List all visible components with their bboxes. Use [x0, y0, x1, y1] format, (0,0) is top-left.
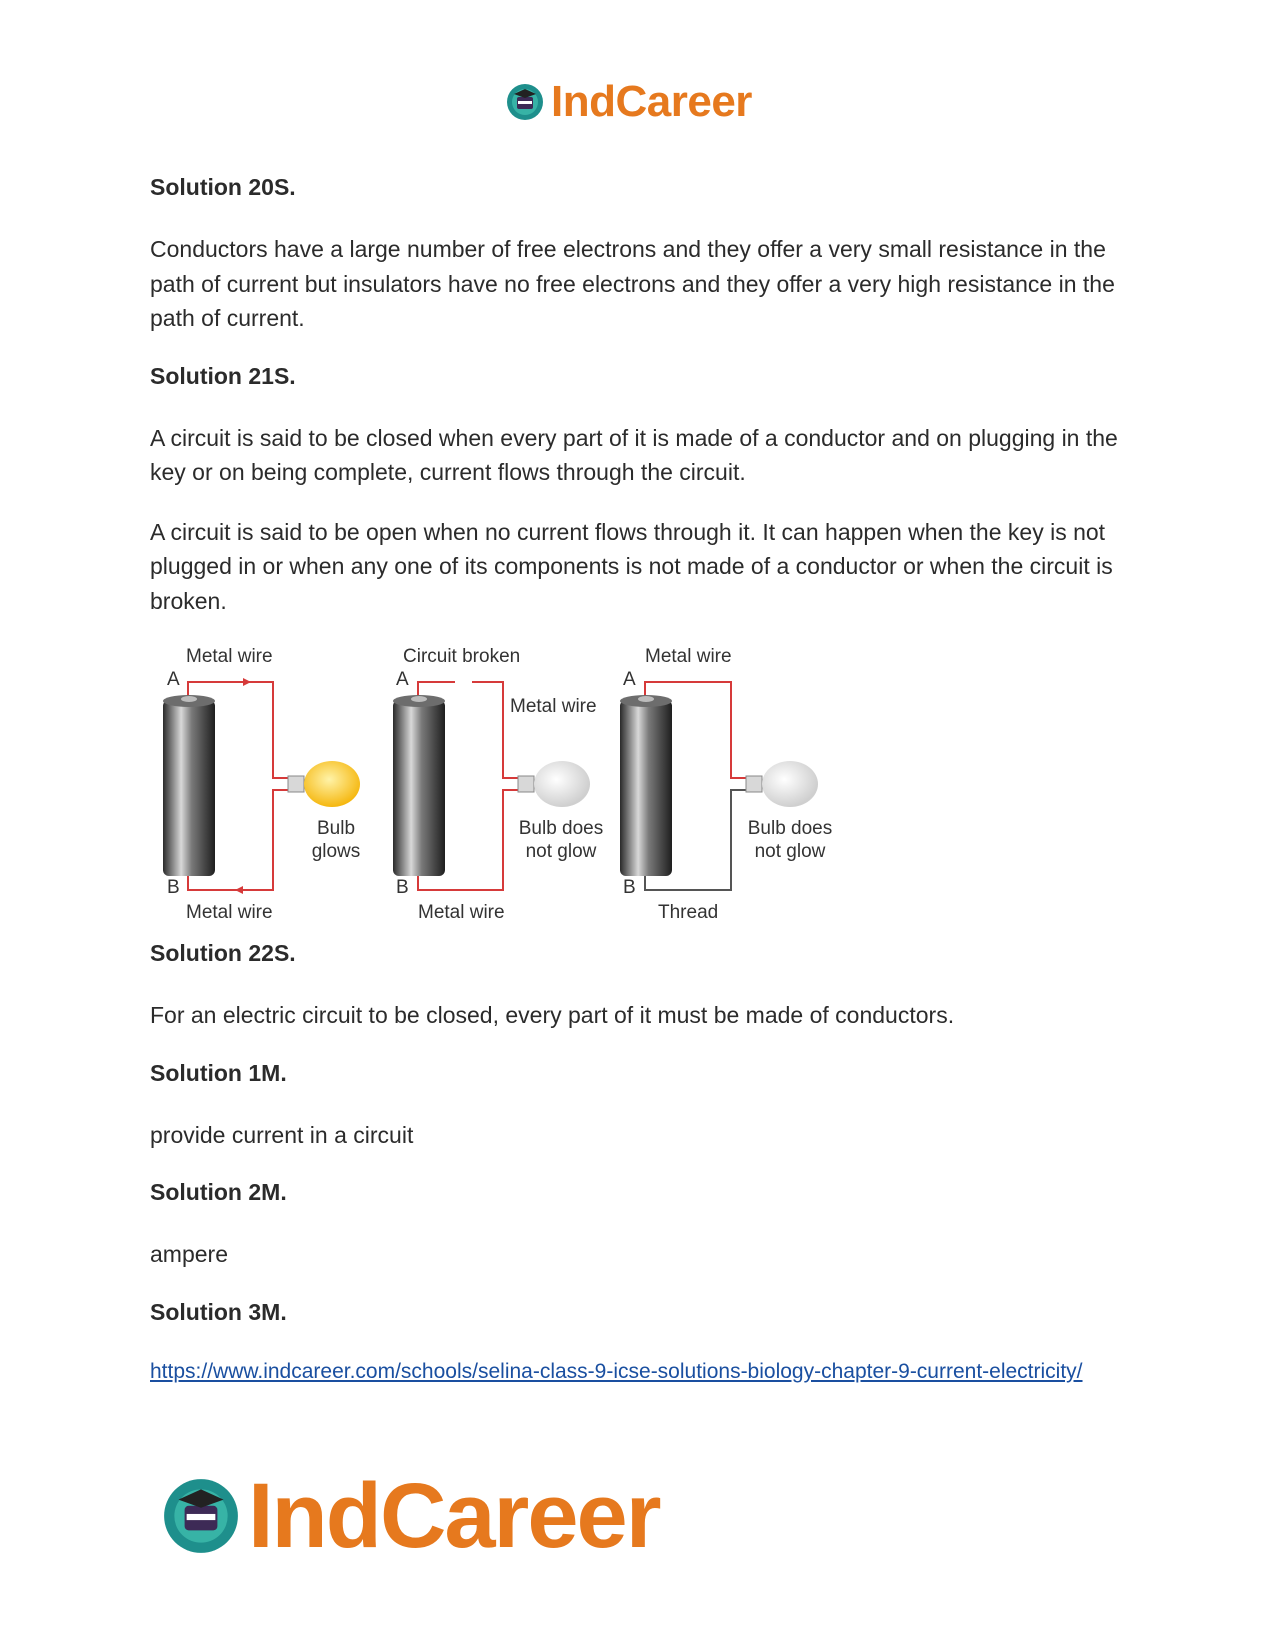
section-heading: Solution 3M. [150, 1298, 287, 1325]
section-heading: Solution 1M. [150, 1059, 287, 1086]
footer-logo-text: IndCareer [248, 1465, 660, 1567]
paragraph: provide current in a circuit [150, 1121, 414, 1148]
bulb-glowing [304, 761, 360, 807]
footer-logo [160, 1465, 660, 1567]
battery-cell [620, 700, 672, 876]
bulb-label: Bulb does [518, 818, 604, 839]
bulb-label: Bulb [316, 818, 356, 839]
bulb-label: Bulb does [747, 818, 833, 839]
circuit-diagram [150, 638, 850, 928]
indcareer-logo-icon [160, 1475, 242, 1557]
terminal-a-label: A [167, 669, 180, 690]
terminal-a-label: A [623, 669, 636, 690]
source-link[interactable]: https://www.indcareer.com/schools/selina-class-9-icse-solutions-biology-chapter-9-current-electricity/ [150, 1359, 1083, 1383]
section-heading: Solution 2M. [150, 1179, 287, 1205]
circuit1-bottom-label: Metal wire [186, 902, 273, 923]
terminal-a-label: A [396, 669, 409, 690]
circuit-closed [163, 646, 360, 923]
section-heading: Solution 22S. [150, 940, 296, 966]
circuit2-bottom-label: Metal wire [418, 902, 505, 923]
paragraph: For an electric circuit to be closed, every part of it must be made of conductors. [150, 1002, 955, 1028]
terminal-b-label: B [623, 877, 636, 898]
bulb-label: not glow [525, 841, 597, 862]
paragraph: A circuit is said to be open when no current flows through it. It can happen when the key is not plugged in or when any one of its components is not made of a conductor or when the circuit is broken. [150, 518, 1113, 614]
document-content [150, 172, 1130, 1387]
circuit2-top-label: Circuit broken [403, 646, 521, 667]
terminal-b-label: B [396, 877, 409, 898]
circuit2-side-label: Metal wire [510, 696, 597, 717]
circuit-broken [393, 646, 603, 923]
circuit3-top-label: Metal wire [645, 646, 732, 667]
bulb-label: not glow [754, 841, 826, 862]
bulb-label: glows [311, 841, 361, 862]
paragraph: A circuit is said to be closed when every part of it is made of a conductor and on plugging in the key or on being complete, current flows through the circuit. [150, 424, 1118, 485]
section-heading: Solution 21S. [150, 362, 296, 389]
terminal-b-label: B [167, 877, 180, 898]
bulb-off [762, 761, 818, 807]
paragraph: Conductors have a large number of free electrons and they offer a very small resistance in the path of current but insulators have no free electrons and they offer a very high resistance in the path of current. [150, 236, 1115, 331]
header-logo-text: IndCareer [551, 77, 752, 126]
circuit-thread [620, 646, 832, 923]
paragraph: ampere [150, 1241, 228, 1267]
battery-cell [163, 700, 215, 876]
header-logo [505, 77, 752, 126]
bulb-off [534, 761, 590, 807]
battery-cell [393, 700, 445, 876]
section-heading: Solution 20S. [150, 174, 296, 200]
indcareer-logo-icon [505, 82, 545, 122]
circuit3-bottom-label: Thread [658, 902, 719, 923]
circuit1-top-label: Metal wire [186, 646, 273, 667]
